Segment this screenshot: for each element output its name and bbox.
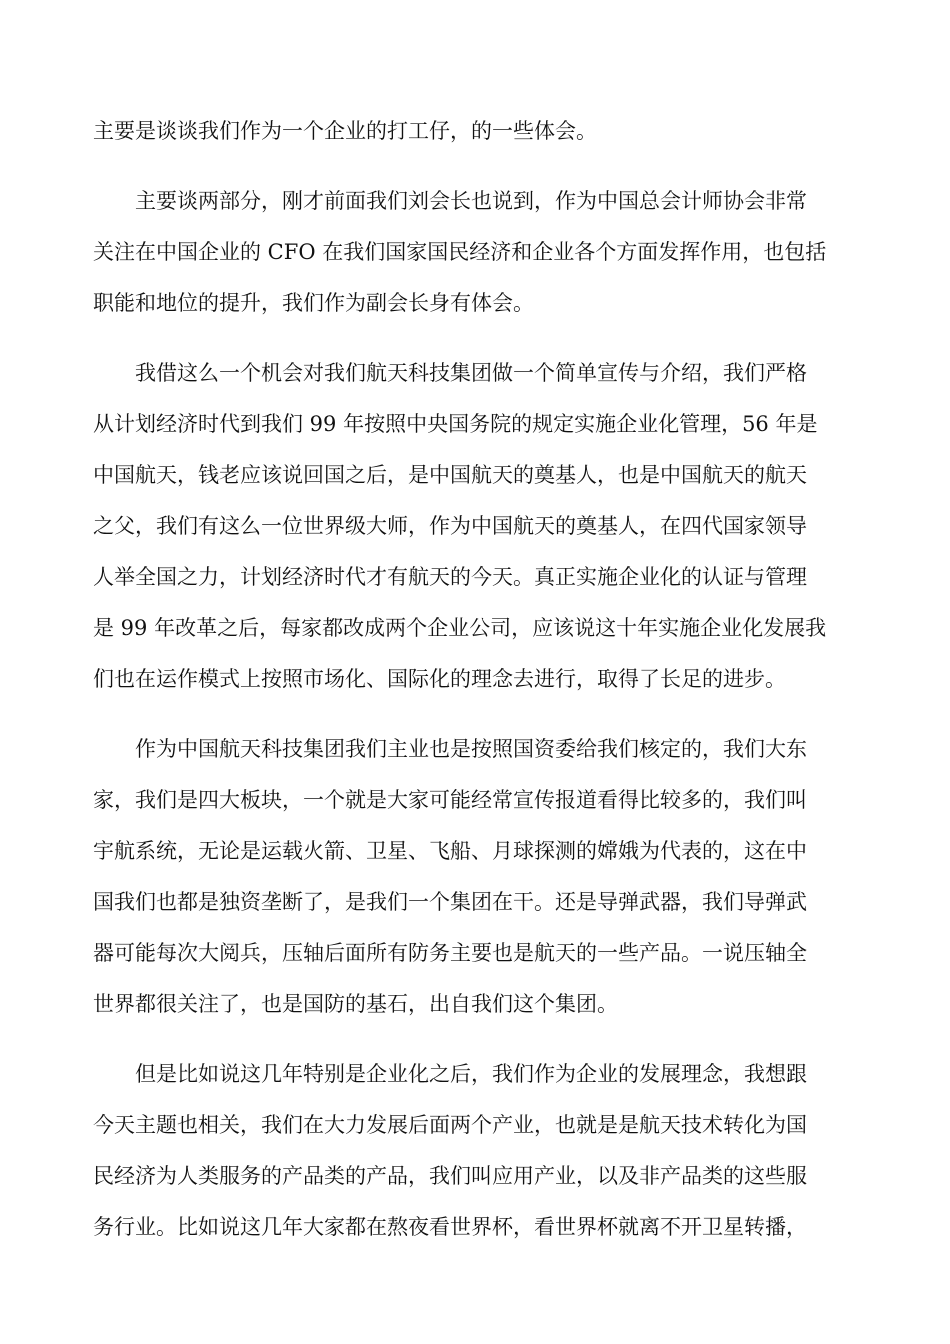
- text-line: 人举全国之力，计划经济时代才有航天的今天。真正实施企业化的认证与管理: [93, 565, 807, 589]
- text-line: 今天主题也相关，我们在大力发展后面两个产业，也就是是航天技术转化为国: [93, 1113, 807, 1137]
- text-line: 家，我们是四大板块，一个就是大家可能经常宣传报道看得比较多的，我们叫: [93, 788, 807, 812]
- text-line: 但是比如说这几年特别是企业化之后，我们作为企业的发展理念，我想跟: [135, 1062, 807, 1086]
- text-line: 从计划经济时代到我们 99 年按照中央国务院的规定实施企业化管理，56 年是: [93, 412, 818, 436]
- text-line: 务行业。比如说这几年大家都在熬夜看世界杯，看世界杯就离不开卫星转播，: [93, 1215, 807, 1239]
- text-line: 世界都很关注了，也是国防的基石，出自我们这个集团。: [93, 992, 618, 1016]
- text-line: 作为中国航天科技集团我们主业也是按照国资委给我们核定的，我们大东: [135, 737, 807, 761]
- text-line: 器可能每次大阅兵，压轴后面所有防务主要也是航天的一些产品。一说压轴全: [93, 941, 807, 965]
- text-line: 中国航天，钱老应该说回国之后，是中国航天的奠基人，也是中国航天的航天: [93, 463, 807, 487]
- text-line: 主要是谈谈我们作为一个企业的打工仔，的一些体会。: [93, 119, 597, 143]
- paragraph: [93, 106, 861, 157]
- text-line: 职能和地位的提升，我们作为副会长身有体会。: [93, 291, 534, 315]
- text-line: 关注在中国企业的 CFO 在我们国家国民经济和企业各个方面发挥作用，也包括: [93, 240, 827, 264]
- paragraph: [93, 724, 861, 1030]
- text-line: 民经济为人类服务的产品类的产品，我们叫应用产业，以及非产品类的这些服: [93, 1164, 807, 1188]
- paragraph: [93, 1049, 861, 1253]
- text-line: 之父，我们有这么一位世界级大师，作为中国航天的奠基人，在四代国家领导: [93, 514, 807, 538]
- paragraph: [93, 348, 861, 705]
- document-body: [93, 106, 861, 1272]
- text-line: 国我们也都是独资垄断了，是我们一个集团在干。还是导弹武器，我们导弹武: [93, 890, 807, 914]
- text-line: 是 99 年改革之后，每家都改成两个企业公司，应该说这十年实施企业化发展我: [93, 616, 827, 640]
- text-line: 我借这么一个机会对我们航天科技集团做一个简单宣传与介绍，我们严格: [135, 361, 807, 385]
- paragraph: [93, 176, 861, 329]
- text-line: 们也在运作模式上按照市场化、国际化的理念去进行，取得了长足的进步。: [93, 667, 786, 691]
- text-line: 主要谈两部分，刚才前面我们刘会长也说到，作为中国总会计师协会非常: [135, 189, 807, 213]
- text-line: 宇航系统，无论是运载火箭、卫星、飞船、月球探测的嫦娥为代表的，这在中: [93, 839, 807, 863]
